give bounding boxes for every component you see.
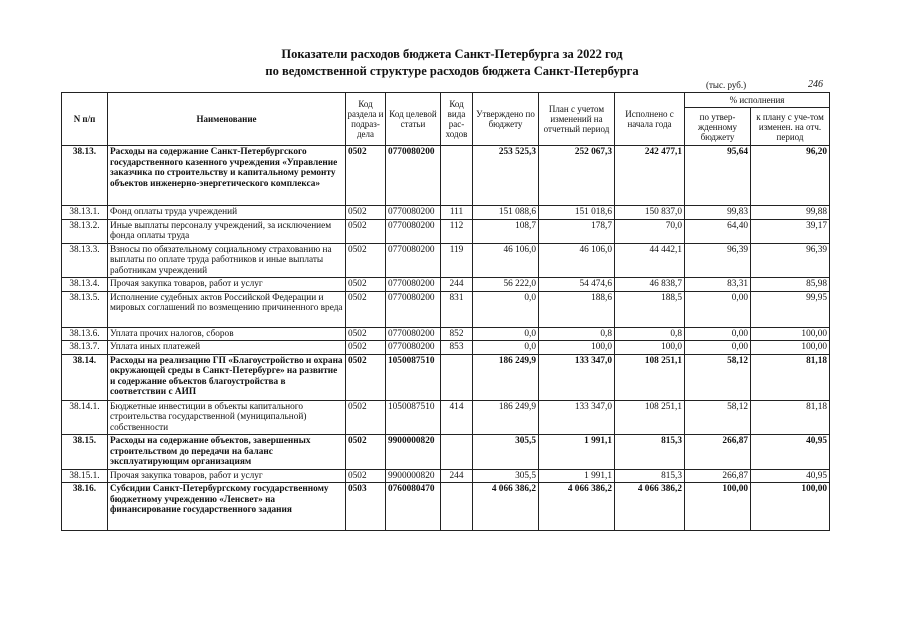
row-section-code: 0502 <box>346 341 386 355</box>
row-name: Субсидии Санкт-Петербургскому государственному бюджетному учреждению «Ленсвет» на финансирование государственного задания <box>108 483 346 531</box>
col-header-approved: Утверждено по бюджету <box>473 93 539 146</box>
row-num: 38.13.3. <box>62 243 108 278</box>
row-pct-approved: 100,00 <box>685 483 751 531</box>
row-section-code: 0502 <box>346 219 386 243</box>
col-header-name: Наименование <box>108 93 346 146</box>
row-approved: 46 106,0 <box>473 243 539 278</box>
row-plan: 0,8 <box>539 327 615 341</box>
row-type-code <box>441 483 473 531</box>
row-name: Бюджетные инвестиции в объекты капитального строительства государственной (муниципальной) собственности <box>108 400 346 435</box>
table-row <box>62 483 830 531</box>
row-name: Исполнение судебных актов Российской Федерации и мировых соглашений по возмещению причиненного вреда <box>108 291 346 327</box>
row-plan: 4 066 386,2 <box>539 483 615 531</box>
table-row <box>62 341 830 355</box>
table-row <box>62 400 830 435</box>
row-target-code: 0760080470 <box>386 483 441 531</box>
row-name: Уплата прочих налогов, сборов <box>108 327 346 341</box>
col-header-section: Код раздела и подраз-дела <box>346 93 386 146</box>
row-approved: 305,5 <box>473 469 539 483</box>
row-num: 38.13.5. <box>62 291 108 327</box>
row-pct-approved: 266,87 <box>685 435 751 470</box>
table-row <box>62 243 830 278</box>
row-pct-approved: 58,12 <box>685 354 751 400</box>
row-executed: 242 477,1 <box>615 146 685 206</box>
row-plan: 46 106,0 <box>539 243 615 278</box>
row-plan: 54 474,6 <box>539 278 615 292</box>
row-num: 38.13.6. <box>62 327 108 341</box>
row-section-code: 0502 <box>346 327 386 341</box>
row-pct-plan: 100,00 <box>751 341 830 355</box>
unit-label: (тыс. руб.) <box>706 80 747 90</box>
row-executed: 150 837,0 <box>615 206 685 220</box>
row-approved: 0,0 <box>473 291 539 327</box>
row-approved: 108,7 <box>473 219 539 243</box>
row-executed: 44 442,1 <box>615 243 685 278</box>
row-target-code: 0770080200 <box>386 278 441 292</box>
table-row <box>62 469 830 483</box>
row-plan: 188,6 <box>539 291 615 327</box>
row-pct-plan: 99,95 <box>751 291 830 327</box>
row-pct-approved: 0,00 <box>685 341 751 355</box>
row-target-code: 1050087510 <box>386 400 441 435</box>
row-num: 38.13.2. <box>62 219 108 243</box>
row-target-code: 0770080200 <box>386 341 441 355</box>
report-title-line1: Показатели расходов бюджета Санкт-Петербурга за 2022 год <box>281 47 623 61</box>
table-row <box>62 146 830 206</box>
row-section-code: 0502 <box>346 469 386 483</box>
table-row <box>62 219 830 243</box>
row-pct-approved: 0,00 <box>685 327 751 341</box>
row-type-code <box>441 146 473 206</box>
row-section-code: 0502 <box>346 278 386 292</box>
row-num: 38.13. <box>62 146 108 206</box>
row-section-code: 0502 <box>346 146 386 206</box>
row-target-code: 0770080200 <box>386 327 441 341</box>
row-name: Расходы на содержание объектов, завершенных строительством до передачи на баланс эксплуатирующим организациям <box>108 435 346 470</box>
row-section-code: 0502 <box>346 354 386 400</box>
report-title-line2: по ведомственной структуре расходов бюджета Санкт-Петербурга <box>265 64 639 78</box>
col-header-type: Код вида рас-ходов <box>441 93 473 146</box>
row-pct-plan: 81,18 <box>751 400 830 435</box>
row-section-code: 0502 <box>346 435 386 470</box>
row-pct-approved: 58,12 <box>685 400 751 435</box>
row-num: 38.15. <box>62 435 108 470</box>
row-name: Прочая закупка товаров, работ и услуг <box>108 469 346 483</box>
row-pct-plan: 96,20 <box>751 146 830 206</box>
row-plan: 133 347,0 <box>539 354 615 400</box>
row-executed: 815,3 <box>615 435 685 470</box>
row-approved: 186 249,9 <box>473 400 539 435</box>
row-pct-approved: 95,64 <box>685 146 751 206</box>
row-type-code: 119 <box>441 243 473 278</box>
row-target-code: 0770080200 <box>386 219 441 243</box>
row-name: Расходы на реализацию ГП «Благоустройство и охрана окружающей среды в Санкт-Петербурге» на развитие и содержание объектов благоустройства в соответствии с АИП <box>108 354 346 400</box>
row-section-code: 0502 <box>346 291 386 327</box>
row-type-code: 112 <box>441 219 473 243</box>
row-plan: 252 067,3 <box>539 146 615 206</box>
row-name: Прочая закупка товаров, работ и услуг <box>108 278 346 292</box>
row-target-code: 0770080200 <box>386 146 441 206</box>
row-type-code <box>441 435 473 470</box>
row-target-code: 0770080200 <box>386 206 441 220</box>
page-number: 246 <box>808 79 823 90</box>
row-approved: 56 222,0 <box>473 278 539 292</box>
table-row <box>62 291 830 327</box>
row-plan: 178,7 <box>539 219 615 243</box>
row-executed: 70,0 <box>615 219 685 243</box>
table-row <box>62 206 830 220</box>
row-section-code: 0502 <box>346 400 386 435</box>
row-name: Иные выплаты персоналу учреждений, за исключением фонда оплаты труда <box>108 219 346 243</box>
row-approved: 0,0 <box>473 341 539 355</box>
row-pct-plan: 96,39 <box>751 243 830 278</box>
row-pct-plan: 39,17 <box>751 219 830 243</box>
row-type-code: 244 <box>441 278 473 292</box>
row-plan: 100,0 <box>539 341 615 355</box>
row-plan: 133 347,0 <box>539 400 615 435</box>
row-executed: 108 251,1 <box>615 400 685 435</box>
col-header-num: N п/п <box>62 93 108 146</box>
row-type-code: 414 <box>441 400 473 435</box>
col-header-pct-plan: к плану с уче-том изменен. на отч. период <box>751 108 830 146</box>
row-pct-approved: 266,87 <box>685 469 751 483</box>
row-pct-plan: 99,88 <box>751 206 830 220</box>
row-pct-approved: 99,83 <box>685 206 751 220</box>
row-pct-plan: 40,95 <box>751 469 830 483</box>
row-approved: 4 066 386,2 <box>473 483 539 531</box>
row-type-code: 111 <box>441 206 473 220</box>
row-executed: 108 251,1 <box>615 354 685 400</box>
row-type-code: 852 <box>441 327 473 341</box>
row-name: Расходы на содержание Санкт-Петербургского государственного казенного учреждения «Управление заказчика по строительству и капитальному ремонту объектов инженерно-энергетического комплекса» <box>108 146 346 206</box>
row-pct-plan: 40,95 <box>751 435 830 470</box>
row-plan: 151 018,6 <box>539 206 615 220</box>
col-header-target: Код целевой статьи <box>386 93 441 146</box>
row-num: 38.14. <box>62 354 108 400</box>
row-name: Взносы по обязательному социальному страхованию на выплаты по оплате труда работников и иные выплаты работникам учреждений <box>108 243 346 278</box>
table-row <box>62 435 830 470</box>
row-plan: 1 991,1 <box>539 469 615 483</box>
row-name: Уплата иных платежей <box>108 341 346 355</box>
row-pct-plan: 85,98 <box>751 278 830 292</box>
row-pct-plan: 100,00 <box>751 327 830 341</box>
row-name: Фонд оплаты труда учреждений <box>108 206 346 220</box>
row-num: 38.15.1. <box>62 469 108 483</box>
row-type-code: 853 <box>441 341 473 355</box>
row-section-code: 0503 <box>346 483 386 531</box>
row-type-code: 831 <box>441 291 473 327</box>
row-target-code: 0770080200 <box>386 291 441 327</box>
row-pct-plan: 81,18 <box>751 354 830 400</box>
row-executed: 815,3 <box>615 469 685 483</box>
row-pct-approved: 83,31 <box>685 278 751 292</box>
row-plan: 1 991,1 <box>539 435 615 470</box>
row-section-code: 0502 <box>346 243 386 278</box>
row-pct-approved: 96,39 <box>685 243 751 278</box>
row-num: 38.13.7. <box>62 341 108 355</box>
row-num: 38.13.1. <box>62 206 108 220</box>
row-pct-approved: 0,00 <box>685 291 751 327</box>
table-row <box>62 278 830 292</box>
row-approved: 305,5 <box>473 435 539 470</box>
row-target-code: 9900000820 <box>386 469 441 483</box>
row-executed: 188,5 <box>615 291 685 327</box>
row-type-code: 244 <box>441 469 473 483</box>
row-approved: 253 525,3 <box>473 146 539 206</box>
row-pct-plan: 100,00 <box>751 483 830 531</box>
row-target-code: 0770080200 <box>386 243 441 278</box>
row-approved: 0,0 <box>473 327 539 341</box>
row-executed: 4 066 386,2 <box>615 483 685 531</box>
row-executed: 100,0 <box>615 341 685 355</box>
row-target-code: 1050087510 <box>386 354 441 400</box>
row-section-code: 0502 <box>346 206 386 220</box>
col-header-pct-group: % исполнения <box>685 93 830 108</box>
row-type-code <box>441 354 473 400</box>
row-approved: 151 088,6 <box>473 206 539 220</box>
budget-table <box>61 92 830 531</box>
table-body <box>62 146 830 531</box>
row-executed: 0,8 <box>615 327 685 341</box>
table-row <box>62 354 830 400</box>
col-header-pct-approved: по утвер-жденному бюджету <box>685 108 751 146</box>
col-header-plan: План с учетом изменений на отчетный период <box>539 93 615 146</box>
row-num: 38.16. <box>62 483 108 531</box>
row-num: 38.13.4. <box>62 278 108 292</box>
table-row <box>62 327 830 341</box>
col-header-executed: Исполнено с начала года <box>615 93 685 146</box>
row-target-code: 9900000820 <box>386 435 441 470</box>
row-executed: 46 838,7 <box>615 278 685 292</box>
row-num: 38.14.1. <box>62 400 108 435</box>
row-approved: 186 249,9 <box>473 354 539 400</box>
row-pct-approved: 64,40 <box>685 219 751 243</box>
